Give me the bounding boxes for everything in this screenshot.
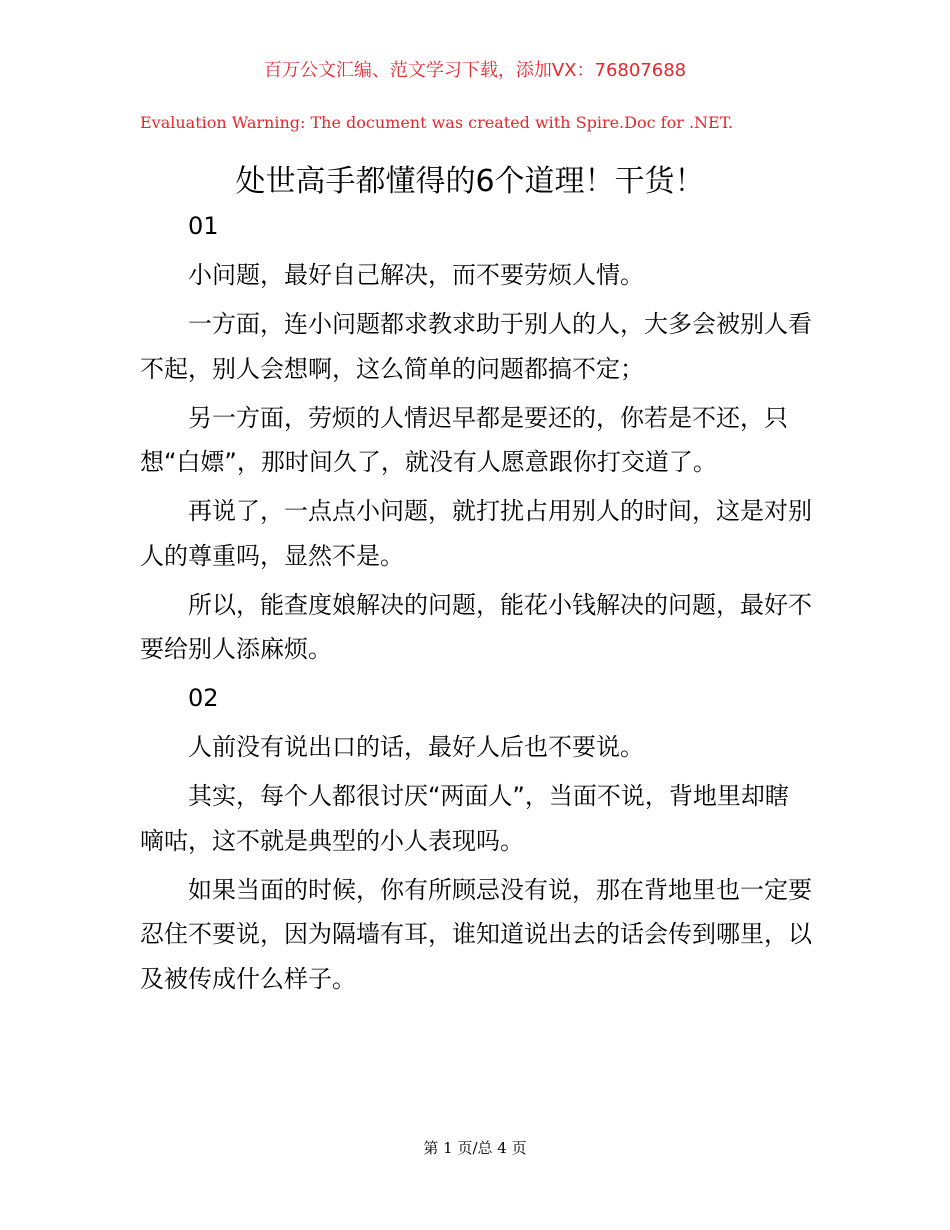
paragraph: 再说了，一点点小问题，就打扰占用别人的时间，这是对别人的尊重吗，显然不是。 — [140, 497, 812, 570]
paragraph: 一方面，连小问题都求教求助于别人的人，大多会被别人看不起，别人会想啊，这么简单的问题都搞不定； — [140, 310, 812, 383]
section-number: 02 — [188, 684, 219, 712]
paragraph: 如果当面的时候，你有所顾忌没有说，那在背地里也一定要忍住不要说，因为隔墙有耳，谁知道说出去的话会传到哪里，以及被传成什么样子。 — [140, 875, 812, 993]
section-number: 01 — [188, 212, 219, 240]
document-title: 处世高手都懂得的6个道理！干货！ — [235, 164, 705, 199]
paragraph: 其实，每个人都很讨厌“两面人”，当面不说，背地里却瞎嘀咕，这不就是典型的小人表现吗。 — [140, 782, 789, 855]
paragraph: 小问题，最好自己解决，而不要劳烦人情。 — [188, 261, 644, 289]
evaluation-warning: Evaluation Warning: The document was created with Spire.Doc for .NET. — [140, 113, 734, 132]
paragraph: 另一方面，劳烦的人情迟早都是要还的，你若是不还，只想“白嫖”，那时间久了，就没有人愿意跟你打交道了。 — [140, 403, 788, 476]
document-body — [140, 204, 812, 1006]
page-indicator: 第 1 页/总 4 页 — [423, 1139, 527, 1157]
paragraph: 人前没有说出口的话，最好人后也不要说。 — [188, 733, 644, 761]
paragraph: 所以，能查度娘解决的问题，能花小钱解决的问题，最好不要给别人添麻烦。 — [140, 590, 812, 663]
header-ad-text: 百万公文汇编、范文学习下载，添加VX：76807688 — [263, 60, 687, 81]
